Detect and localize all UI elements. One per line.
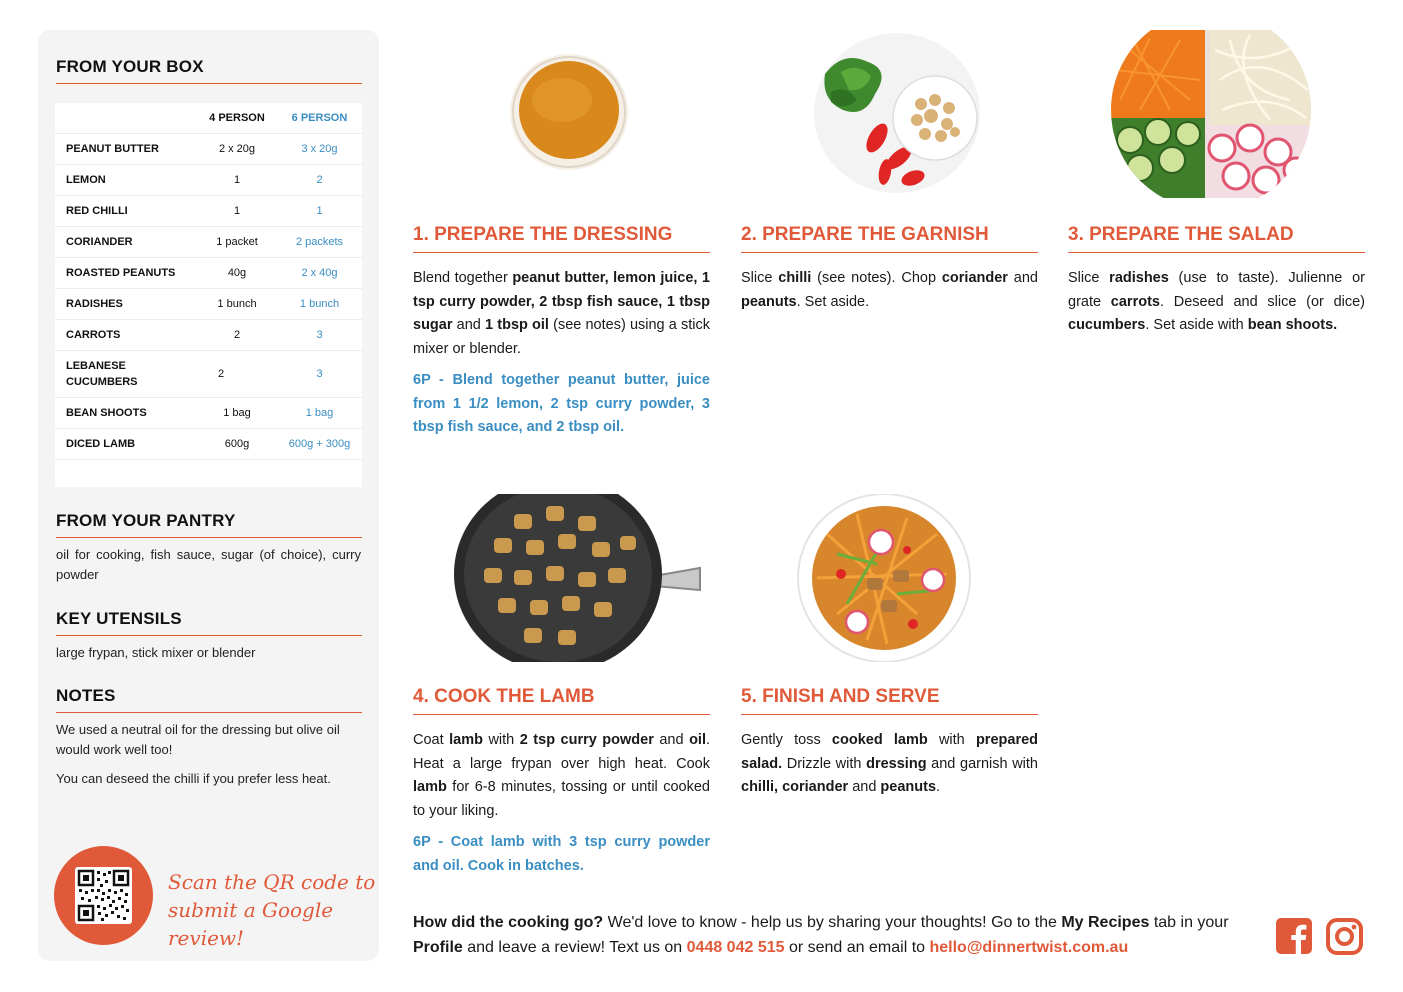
ingredient-name: LEBANESE CUCUMBERS <box>66 360 138 388</box>
ingredients-table <box>55 103 362 487</box>
footer-lead: How did the cooking go? <box>413 914 604 931</box>
ingredient-6p: 2 packets <box>295 236 344 248</box>
step-2 <box>741 224 1038 314</box>
finished-salad-image <box>797 494 971 662</box>
ingredient-name: RADISHES <box>66 298 123 310</box>
notes-title: NOTES <box>56 686 362 713</box>
ingredient-name: ROASTED PEANUTS <box>66 267 176 279</box>
table-row <box>55 320 362 351</box>
step-4-six-person-note: 6P - Coat lamb with 3 tsp curry powder and oil. Cook in batches. <box>413 834 710 874</box>
ingredient-name: DICED LAMB <box>66 438 136 450</box>
facebook-icon[interactable] <box>1276 918 1312 954</box>
utensils-text: large frypan, stick mixer or blender <box>56 645 256 660</box>
box-title: FROM YOUR BOX <box>56 57 362 84</box>
ingredient-6p: 3 <box>316 329 323 341</box>
ingredient-6p: 1 bunch <box>299 298 340 310</box>
qr-caption-line-1: Scan the QR code to <box>168 870 376 894</box>
step-1-six-person-note: 6P - Blend together peanut butter, juice from 1 1/2 lemon, 2 tsp curry powder, 3 tbsp fish sauce, and 2 tbsp oil. <box>413 372 710 435</box>
step-4 <box>413 686 710 878</box>
ingredient-4p: 600g <box>224 438 250 450</box>
ingredient-name: LEMON <box>66 174 106 186</box>
ingredient-4p: 1 <box>233 174 241 186</box>
ingredient-6p: 600g + 300g <box>288 438 351 450</box>
ingredient-4p: 1 bunch <box>217 298 257 310</box>
salad-ingredients-image <box>1110 30 1312 198</box>
ingredient-6p: 1 bag <box>305 407 334 419</box>
utensils-title: KEY UTENSILS <box>56 609 362 636</box>
step-3-title: 3. PREPARE THE SALAD <box>1068 224 1365 253</box>
notes-text-2: You can deseed the chilli if you prefer less heat. <box>56 771 331 786</box>
step-1 <box>413 224 710 440</box>
step-1-title: 1. PREPARE THE DRESSING <box>413 224 710 253</box>
step-4-title: 4. COOK THE LAMB <box>413 686 710 715</box>
table-row <box>55 134 362 165</box>
step-5-body: Gently toss cooked lamb with prepared salad. Drizzle with dressing and garnish with chilli, coriander and peanuts. <box>741 732 1039 795</box>
profile-label: Profile <box>413 939 463 956</box>
qr-caption-line-2: submit a Google review! <box>168 898 334 950</box>
step-2-body: Slice chilli (see notes). Chop coriander and peanuts. Set aside. <box>741 270 1038 310</box>
pantry-text: oil for cooking, fish sauce, sugar (of choice), curry powder <box>56 547 361 582</box>
step-4-body: Coat lamb with 2 tsp curry powder and oil. Heat a large frypan over high heat. Cook lamb for 6-8 minutes, tossing or until cooked to your liking. <box>413 732 711 819</box>
step-5-title: 5. FINISH AND SERVE <box>741 686 1038 715</box>
ingredient-6p: 3 <box>316 368 323 380</box>
ingredient-6p: 3 x 20g <box>301 143 338 155</box>
table-row <box>55 429 362 460</box>
lamb-frypan-image <box>454 494 702 662</box>
dressing-bowl-image <box>508 52 630 172</box>
table-row <box>55 289 362 320</box>
ingredient-4p: 1 <box>233 205 241 217</box>
ingredient-name: RED CHILLI <box>66 205 128 217</box>
ingredient-4p: 2 <box>217 368 225 380</box>
qr-caption <box>168 868 379 952</box>
ingredient-4p: 1 bag <box>223 407 251 419</box>
step-1-body: Blend together peanut butter, lemon juice, 1 tsp curry powder, 2 tbsp fish sauce, 1 tbsp sugar and 1 tbsp oil (see notes) using a stick mixer or blender. <box>413 270 710 357</box>
ingredient-name: PEANUT BUTTER <box>66 143 159 155</box>
ingredient-6p: 2 <box>316 174 323 186</box>
table-row <box>55 165 362 196</box>
ingredient-name: CARROTS <box>66 329 121 341</box>
qr-badge[interactable] <box>54 846 153 945</box>
phone-link[interactable]: 0448 042 515 <box>686 939 785 956</box>
ingredient-6p: 1 <box>316 205 323 217</box>
table-row <box>55 351 362 398</box>
sidebar <box>38 30 379 961</box>
ingredient-name: BEAN SHOOTS <box>66 407 147 419</box>
pantry-title: FROM YOUR PANTRY <box>56 511 362 538</box>
instagram-icon[interactable] <box>1326 918 1363 955</box>
step-3-body: Slice radishes (use to taste). Julienne or grate carrots. Deseed and slice (or dice) cucumbers. Set aside with bean shoots. <box>1068 270 1365 333</box>
garnish-plate-image <box>813 32 981 195</box>
ingredient-name: CORIANDER <box>66 236 133 248</box>
ingredient-4p: 2 x 20g <box>218 143 256 155</box>
header-6-person: 6 PERSON <box>291 112 348 124</box>
ingredient-4p: 40g <box>227 267 247 279</box>
my-recipes-label: My Recipes <box>1061 914 1150 931</box>
header-4-person: 4 PERSON <box>209 112 265 124</box>
email-link[interactable]: hello@dinnertwist.com.au <box>929 939 1129 956</box>
qr-code-icon[interactable] <box>75 867 132 924</box>
table-header <box>55 103 362 134</box>
table-row <box>55 227 362 258</box>
ingredient-6p: 2 x 40g <box>301 267 338 279</box>
step-2-title: 2. PREPARE THE GARNISH <box>741 224 1038 253</box>
notes-text-1: We used a neutral oil for the dressing but olive oil would work well too! <box>56 722 340 757</box>
table-row <box>55 398 362 429</box>
table-row <box>55 258 362 289</box>
step-5 <box>741 686 1038 800</box>
step-3 <box>1068 224 1365 338</box>
ingredient-4p: 2 <box>233 329 241 341</box>
ingredient-4p: 1 packet <box>216 236 258 248</box>
review-footer: How did the cooking go? We'd love to know - help us by sharing your thoughts! Go to the My Recipes tab in your Profile and leave a review! Text us on 0448 042 515 or send an email to hello@dinnertwist.com.au <box>413 914 1229 956</box>
table-row <box>55 196 362 227</box>
